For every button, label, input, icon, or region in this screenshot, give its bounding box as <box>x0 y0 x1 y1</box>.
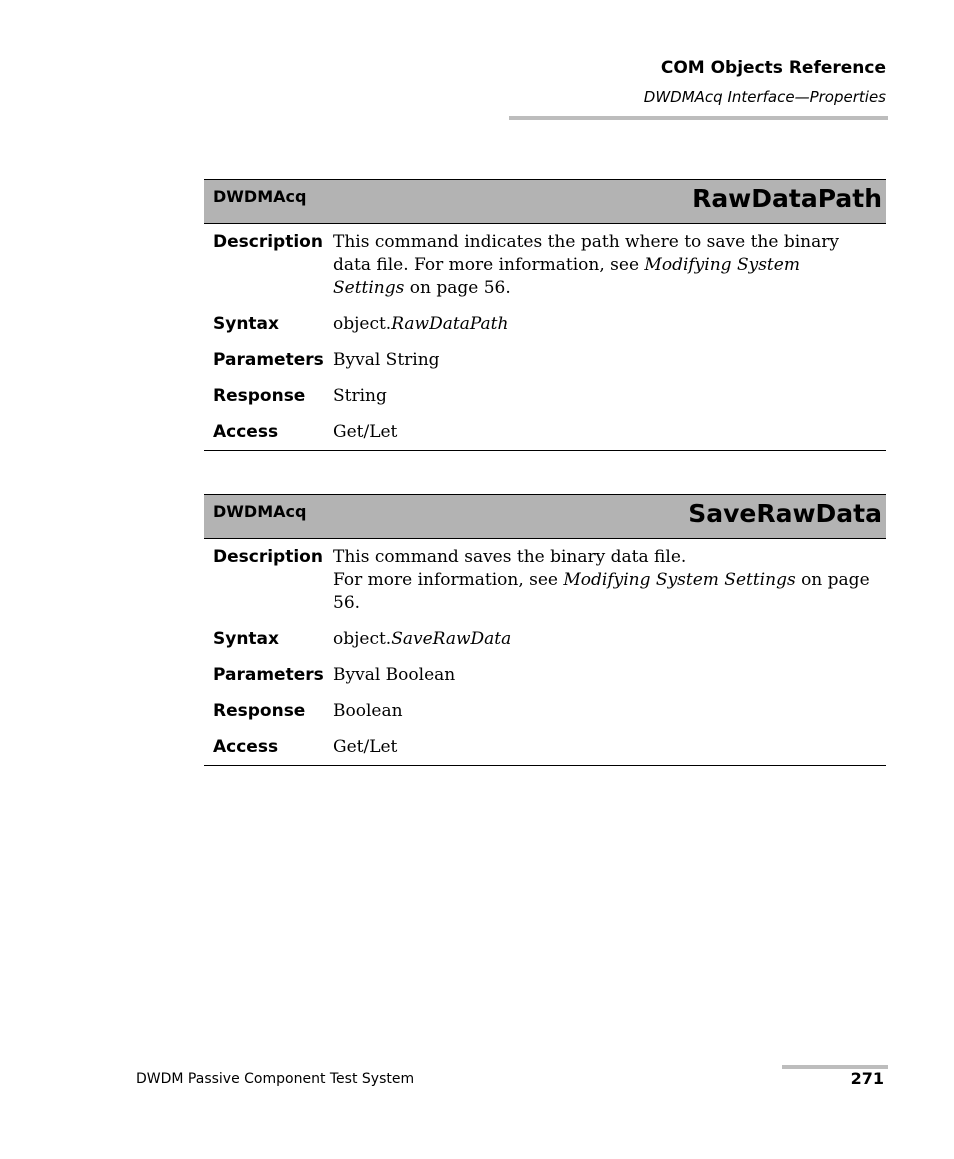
cross-reference-link: Modifying System Settings <box>563 570 796 590</box>
value-response: Boolean <box>333 701 403 721</box>
property-name: SaveRawData <box>688 499 882 528</box>
object-name: DWDMAcq <box>213 502 307 521</box>
description-page-ref: on page 56. <box>333 570 870 613</box>
property-block-header <box>204 179 886 224</box>
description-text: This command indicates the path where to save the binary data file. For more information, see <box>333 232 839 275</box>
value-access: Get/Let <box>333 422 398 442</box>
label-access: Access <box>213 737 279 757</box>
syntax-prefix: object. <box>333 629 392 649</box>
row-description <box>204 224 886 300</box>
value-response: String <box>333 386 387 406</box>
row-response <box>204 372 886 408</box>
label-response: Response <box>213 386 306 406</box>
row-description <box>204 539 886 615</box>
running-header-title: COM Objects Reference <box>660 58 886 78</box>
row-access <box>204 723 886 759</box>
cross-reference-link: Modifying System Settings <box>333 255 800 298</box>
syntax-member: SaveRawData <box>391 629 512 649</box>
footer-product-name: DWDM Passive Component Test System <box>136 1071 415 1087</box>
label-syntax: Syntax <box>213 629 279 649</box>
label-parameters: Parameters <box>213 665 324 685</box>
label-access: Access <box>213 422 279 442</box>
description-page-ref: on page 56. <box>404 278 511 298</box>
property-block-rawdatapath <box>204 179 886 451</box>
header-rule <box>509 116 888 120</box>
value-access: Get/Let <box>333 737 398 757</box>
value-parameters: Byval Boolean <box>333 665 456 685</box>
value-parameters: Byval String <box>333 350 440 370</box>
row-syntax <box>204 615 886 651</box>
description-text: This command saves the binary data file. <box>333 547 687 567</box>
value-syntax <box>333 313 873 336</box>
property-block-saverawdata <box>204 494 886 766</box>
label-parameters: Parameters <box>213 350 324 370</box>
label-description: Description <box>213 547 323 567</box>
property-name: RawDataPath <box>692 184 882 213</box>
object-name: DWDMAcq <box>213 187 307 206</box>
property-rows <box>204 539 886 766</box>
property-block-header <box>204 494 886 539</box>
description-text-line2: For more information, see <box>333 570 564 590</box>
value-description <box>333 546 873 615</box>
label-syntax: Syntax <box>213 314 279 334</box>
row-parameters <box>204 651 886 687</box>
value-syntax <box>333 628 873 651</box>
syntax-member: RawDataPath <box>391 314 509 334</box>
row-parameters <box>204 336 886 372</box>
running-header-subtitle: DWDMAcq Interface—Properties <box>643 88 886 106</box>
label-response: Response <box>213 701 306 721</box>
syntax-prefix: object. <box>333 314 392 334</box>
property-rows <box>204 224 886 451</box>
row-response <box>204 687 886 723</box>
label-description: Description <box>213 232 323 252</box>
page-number: 271 <box>850 1069 884 1088</box>
value-description <box>333 231 873 300</box>
row-syntax <box>204 300 886 336</box>
row-access <box>204 408 886 444</box>
